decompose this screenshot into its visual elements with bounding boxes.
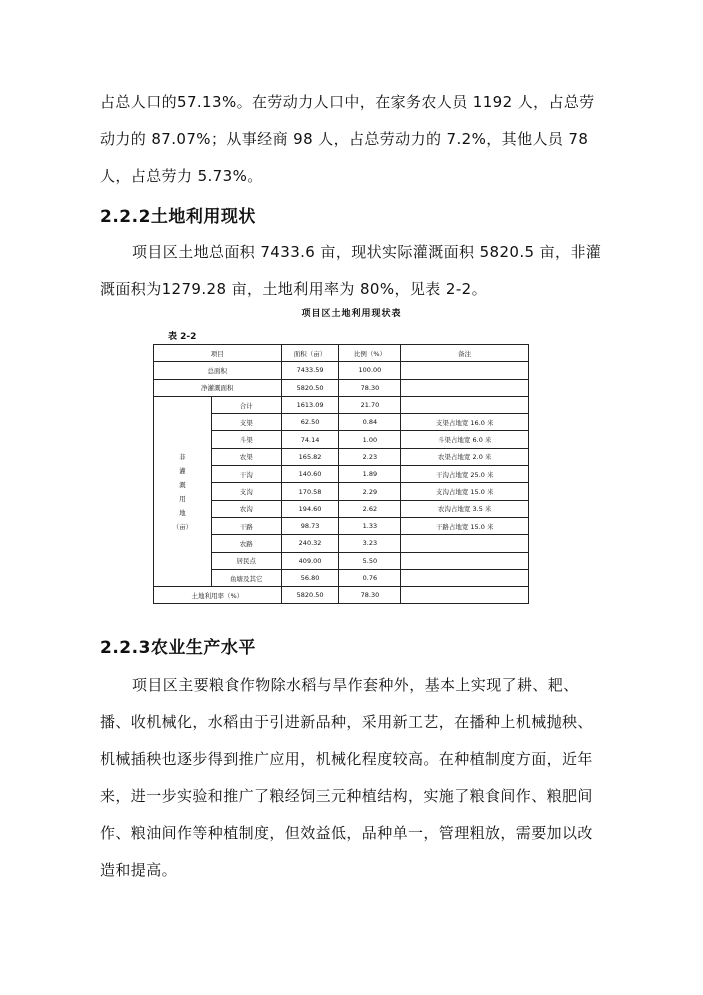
row-note: [401, 362, 529, 379]
row-note: 干路占地宽 15.0 米: [401, 517, 529, 534]
row-note: [401, 396, 529, 413]
table-row: [154, 379, 529, 396]
header-ratio: 比例（%）: [339, 345, 401, 362]
row-note: [401, 379, 529, 396]
row-area: 240.32: [281, 535, 339, 552]
group-label-char: 溉: [179, 480, 186, 489]
row-area: 5820.50: [281, 587, 339, 604]
row-area: 165.82: [281, 448, 339, 465]
row-ratio: 21.70: [339, 396, 401, 413]
row-item: 农渠: [211, 448, 281, 465]
row-area: 62.50: [281, 414, 339, 431]
table-row: [154, 396, 529, 413]
row-area: 98.73: [281, 517, 339, 534]
row-ratio: 2.62: [339, 500, 401, 517]
group-label-char: 灌: [179, 466, 186, 475]
row-item: 总面积: [154, 362, 282, 379]
table-row: [154, 362, 529, 379]
row-item: 合计: [211, 396, 281, 413]
header-note: 备注: [401, 345, 529, 362]
row-ratio: 1.00: [339, 431, 401, 448]
row-ratio: 1.33: [339, 517, 401, 534]
row-item: 支沟: [211, 483, 281, 500]
row-note: [401, 569, 529, 586]
row-ratio: 5.50: [339, 552, 401, 569]
paragraph-agriculture: 项目区主要粮食作物除水稻与旱作套种外，基本上实现了耕、耙、播、收机械化，水稻由于引进新品种，采用新工艺，在播种上机械抛秧、机械插秧也逐步得到推广应用，机械化程度较高。在种植制度方面，近年来，进一步实验和推广了粮经饲三元种植结构，实施了粮食间作、粮肥间作、粮油间作等种植制度，但效益低，品种单一，管理粗放，需要加以改造和提高。: [100, 676, 593, 879]
row-note: 农沟占地宽 3.5 米: [401, 500, 529, 517]
row-note: 农渠占地宽 2.0 米: [401, 448, 529, 465]
row-area: 409.00: [281, 552, 339, 569]
row-ratio: 1.89: [339, 466, 401, 483]
row-ratio: 100.00: [339, 362, 401, 379]
row-note: 干沟占地宽 25.0 米: [401, 466, 529, 483]
heading-agri-level: 2.2.3农业生产水平: [100, 638, 256, 658]
row-item: 干路: [211, 517, 281, 534]
group-label-char: 非: [179, 452, 186, 461]
row-item: 农沟: [211, 500, 281, 517]
paragraph-land: 项目区土地总面积 7433.6 亩，现状实际灌溉面积 5820.5 亩，非灌溉面积为1279.28 亩，土地利用率为 80%，见表 2-2。: [100, 243, 602, 298]
row-area: 194.60: [281, 500, 339, 517]
row-item: 农路: [211, 535, 281, 552]
group-label-char: 用: [179, 494, 186, 503]
row-note: 支沟占地宽 15.0 米: [401, 483, 529, 500]
paragraph-population: 占总人口的57.13%。在劳动力人口中，在家务农人员 1192 人，占总劳动力的 87.07%；从事经商 98 人，占总劳动力的 7.2%，其他人员 78 人，占总劳力 5.73%。: [100, 93, 595, 185]
row-area: 7433.59: [281, 362, 339, 379]
row-area: 170.58: [281, 483, 339, 500]
row-ratio: 2.23: [339, 448, 401, 465]
row-ratio: 2.29: [339, 483, 401, 500]
group-label-unit: （亩）: [172, 522, 193, 531]
row-item: 土地利用率（%）: [154, 587, 282, 604]
row-note: [401, 535, 529, 552]
group-label-char: 地: [179, 508, 186, 517]
group-label-non-irrigated: [154, 396, 212, 586]
table-title: 项目区土地利用现状表: [301, 309, 402, 319]
table-row: [154, 587, 529, 604]
row-ratio: 78.30: [339, 379, 401, 396]
row-item: 鱼塘及其它: [211, 569, 281, 586]
table-header-row: [154, 345, 529, 362]
row-ratio: 0.84: [339, 414, 401, 431]
row-area: 1613.09: [281, 396, 339, 413]
row-ratio: 0.76: [339, 569, 401, 586]
row-item: 干沟: [211, 466, 281, 483]
land-use-table: [153, 344, 529, 604]
row-ratio: 3.23: [339, 535, 401, 552]
row-note: [401, 587, 529, 604]
row-note: [401, 552, 529, 569]
header-area: 面积（亩）: [281, 345, 339, 362]
row-area: 140.60: [281, 466, 339, 483]
row-item: 斗渠: [211, 431, 281, 448]
heading-land-use: 2.2.2土地利用现状: [100, 207, 256, 227]
row-item: 居民点: [211, 552, 281, 569]
row-ratio: 78.30: [339, 587, 401, 604]
row-note: 支渠占地宽 16.0 米: [401, 414, 529, 431]
row-item: 支渠: [211, 414, 281, 431]
row-note: 斗渠占地宽 6.0 米: [401, 431, 529, 448]
row-item: 净灌溉面积: [154, 379, 282, 396]
row-area: 56.80: [281, 569, 339, 586]
header-item: 项目: [154, 345, 282, 362]
table-label: 表 2-2: [168, 332, 197, 342]
row-area: 74.14: [281, 431, 339, 448]
row-area: 5820.50: [281, 379, 339, 396]
